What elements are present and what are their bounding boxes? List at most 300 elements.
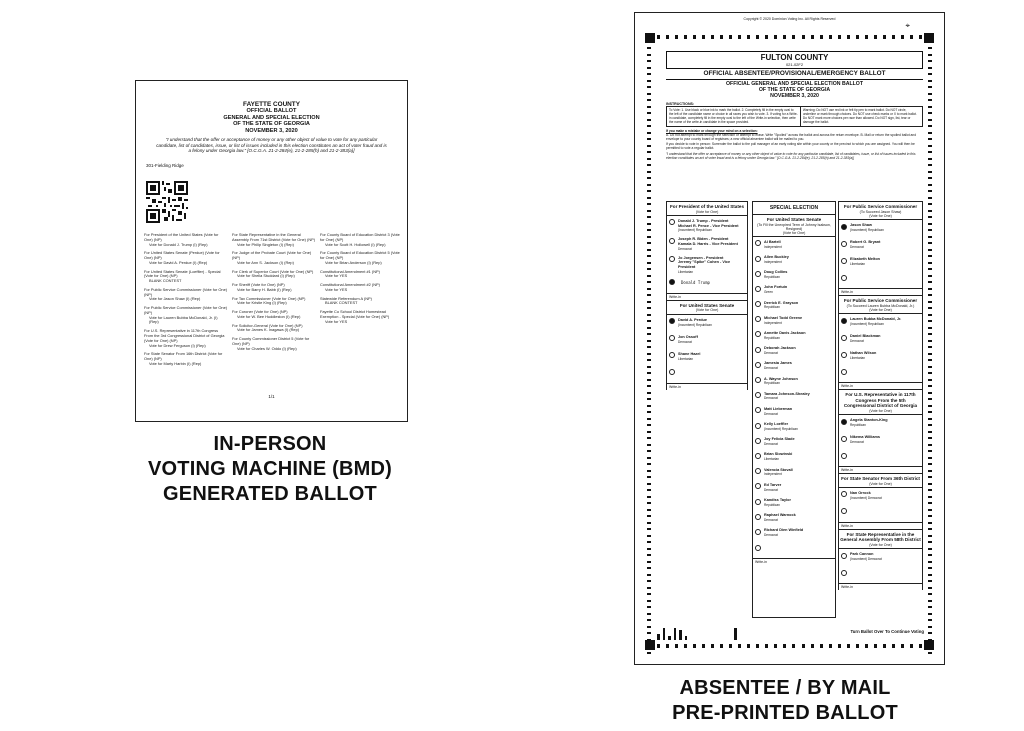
bmd-vote: Vote for YES bbox=[325, 318, 348, 324]
timing-mark bbox=[928, 47, 932, 49]
timing-mark bbox=[928, 190, 932, 192]
timing-mark bbox=[647, 125, 651, 127]
timing-mark bbox=[928, 476, 932, 478]
bmd-selection bbox=[232, 251, 316, 265]
candidate-name: Shane Hazel bbox=[678, 351, 701, 356]
timing-mark bbox=[647, 80, 651, 82]
timing-mark bbox=[928, 249, 932, 251]
bmd-vote: Vote for James K. Inagawa (I) (Rep) bbox=[237, 327, 300, 333]
timing-mark bbox=[865, 35, 868, 39]
bmd-race-title: For Coroner (Vote for One) (NP) bbox=[232, 309, 288, 315]
oval-empty-icon[interactable] bbox=[841, 369, 847, 375]
timing-mark bbox=[675, 644, 678, 648]
bmd-race-title: For United States Senate (Perdue) (Vote for One) (NP) bbox=[144, 250, 220, 261]
timing-mark bbox=[919, 35, 922, 39]
timing-mark bbox=[928, 112, 932, 114]
timing-mark bbox=[647, 522, 651, 524]
oval-filled-icon[interactable] bbox=[669, 279, 675, 285]
oval-empty-icon[interactable] bbox=[841, 275, 847, 281]
timing-mark bbox=[647, 431, 651, 433]
candidate-text bbox=[678, 335, 698, 344]
timing-mark bbox=[928, 340, 932, 342]
vote-for-one: (Vote for One) bbox=[869, 408, 892, 413]
candidate-name: Kandiss Taylor bbox=[764, 498, 791, 503]
oval-empty-icon[interactable] bbox=[755, 499, 761, 505]
candidate-row bbox=[839, 432, 922, 449]
timing-mark bbox=[928, 158, 932, 160]
timing-mark bbox=[647, 203, 651, 205]
oval-empty-icon[interactable] bbox=[669, 352, 675, 358]
timing-mark bbox=[811, 35, 814, 39]
timing-mark bbox=[647, 619, 651, 621]
candidate-text bbox=[850, 418, 888, 427]
oval-empty-icon[interactable] bbox=[841, 352, 847, 358]
timing-mark bbox=[928, 405, 932, 407]
timing-mark bbox=[647, 138, 651, 140]
timing-mark bbox=[928, 626, 932, 628]
absentee-title: OFFICIAL ABSENTEE/PROVISIONAL/EMERGENCY BALLOT bbox=[666, 69, 923, 80]
oval-empty-icon[interactable] bbox=[669, 256, 675, 262]
timing-mark bbox=[647, 242, 651, 244]
candidate-party: Independent bbox=[764, 320, 782, 325]
bmd-column-3 bbox=[320, 233, 404, 371]
timing-mark bbox=[928, 639, 932, 641]
bmd-selections bbox=[144, 233, 404, 371]
write-in-label: Write-in bbox=[667, 293, 747, 300]
timing-mark bbox=[647, 210, 651, 212]
timing-mark bbox=[928, 411, 932, 413]
timing-mark bbox=[820, 35, 823, 39]
oval-empty-icon[interactable] bbox=[669, 219, 675, 225]
candidate-name: Robert G. Bryant bbox=[850, 240, 881, 245]
candidate-text bbox=[764, 498, 791, 507]
oval-empty-icon[interactable] bbox=[841, 241, 847, 247]
barcode-bar bbox=[663, 628, 666, 640]
timing-marks-top bbox=[657, 35, 922, 39]
race-title: For State Representative in the General Assembly From 58th District bbox=[840, 531, 921, 543]
timing-mark bbox=[928, 645, 932, 647]
candidate-text bbox=[764, 437, 795, 446]
candidate-name: Al Bartell bbox=[764, 239, 781, 244]
race-header bbox=[839, 390, 922, 415]
timing-mark bbox=[711, 644, 714, 648]
timing-mark bbox=[829, 35, 832, 39]
timing-mark bbox=[928, 171, 932, 173]
bmd-vote: Vote for Brian Anderson (I) (Rep) bbox=[325, 259, 382, 265]
candidate-party: Democrat bbox=[764, 487, 778, 492]
timing-mark bbox=[892, 644, 895, 648]
candidate-text bbox=[764, 513, 796, 522]
timing-mark bbox=[820, 644, 823, 648]
bmd-selection bbox=[232, 283, 316, 293]
timing-mark bbox=[928, 359, 932, 361]
qr-code-icon bbox=[146, 181, 188, 223]
timing-mark bbox=[647, 587, 651, 589]
bmd-column-2 bbox=[232, 233, 316, 371]
timing-mark bbox=[928, 132, 932, 134]
ballot-column-right bbox=[838, 201, 923, 590]
timing-mark bbox=[756, 35, 759, 39]
bmd-vote: BLANK CONTEST bbox=[325, 300, 358, 306]
timing-mark bbox=[792, 35, 795, 39]
bmd-race-title: For Judge of the Probate Court (Vote for One) (NP) bbox=[232, 250, 312, 261]
candidate-name: Nathan Wilson bbox=[850, 351, 877, 356]
race-psc1 bbox=[838, 201, 923, 295]
bmd-selection bbox=[144, 329, 228, 348]
timing-mark bbox=[928, 379, 932, 381]
timing-mark bbox=[647, 606, 651, 608]
ballot-column-left bbox=[666, 201, 748, 390]
oval-empty-icon[interactable] bbox=[755, 483, 761, 489]
timing-mark bbox=[883, 35, 886, 39]
timing-mark bbox=[647, 463, 651, 465]
candidate-text bbox=[850, 240, 880, 249]
timing-mark bbox=[647, 359, 651, 361]
timing-mark bbox=[883, 644, 886, 648]
race-title: For State Senator From 36th District bbox=[841, 476, 920, 482]
timing-mark bbox=[647, 307, 651, 309]
candidate-row bbox=[753, 374, 835, 389]
candidate-name: Park Cannon bbox=[850, 552, 874, 557]
candidate-party: (Incumbent) Republican bbox=[850, 321, 884, 326]
timing-mark bbox=[928, 210, 932, 212]
candidate-row bbox=[753, 253, 835, 268]
bmd-race-title: For County Board of Education District 3 (Vote for One) (NP) bbox=[320, 232, 400, 242]
candidate-row bbox=[839, 254, 922, 271]
instructions-warning: Warning: Do NOT use red ink or felt tip pen to mark ballot. Do NOT circle, underline or mark through choices. Do NOT use check marks or X to mark ballot. Do NOT mark more choices per race than allowed. Do NOT sign, list, tear or damage the ballot. bbox=[802, 107, 917, 125]
oval-empty-icon[interactable] bbox=[841, 453, 847, 459]
oval-empty-icon[interactable] bbox=[755, 301, 761, 307]
write-in-label: Write-in bbox=[667, 383, 747, 390]
oval-filled-icon[interactable] bbox=[669, 318, 675, 324]
bmd-pledge: "I understand that the offer or acceptance of money or any other object of value to vote for any particular candidate, list of candidates, issue, or list of issues included in this election constitutes an act of voter fraud and is a felony under Georgia law." [O.C.G.A. 21-2-284(e), 21-2-285(h) and 21-2-383(a)] bbox=[156, 137, 387, 154]
candidate-name: Jo Jorgensen - President bbox=[678, 255, 724, 260]
candidate-row bbox=[753, 526, 835, 541]
timing-mark bbox=[928, 216, 932, 218]
oval-empty-icon[interactable] bbox=[755, 331, 761, 337]
candidate-text bbox=[764, 528, 803, 537]
oval-empty-icon[interactable] bbox=[755, 286, 761, 292]
timing-marks-left bbox=[647, 47, 651, 654]
write-in-row bbox=[667, 276, 747, 293]
candidate-text bbox=[850, 257, 880, 266]
candidate-party: (Incumbent) Democrat bbox=[850, 556, 882, 561]
candidate-party: Democrat bbox=[764, 517, 778, 522]
timing-mark bbox=[647, 112, 651, 114]
timing-mark bbox=[928, 392, 932, 394]
candidate-party: Democrat bbox=[850, 244, 864, 249]
bmd-selection bbox=[320, 283, 404, 293]
candidate-row bbox=[839, 220, 922, 237]
barcode-bar bbox=[679, 630, 682, 640]
timing-mark bbox=[928, 119, 932, 121]
write-in-label: Write-in bbox=[839, 288, 922, 295]
candidate-party: Libertarian bbox=[678, 269, 694, 274]
absentee-header bbox=[666, 51, 923, 161]
timing-mark bbox=[928, 197, 932, 199]
timing-mark bbox=[802, 644, 805, 648]
timing-mark bbox=[928, 528, 932, 530]
bmd-race-title: For Clerk of Superior Court (Vote for One) (NP) bbox=[232, 268, 314, 274]
oval-empty-icon[interactable] bbox=[755, 423, 761, 429]
bmd-vote: Vote for Ann S. Jackson (I) (Rep) bbox=[237, 259, 294, 265]
timing-mark bbox=[928, 268, 932, 270]
timing-mark bbox=[647, 177, 651, 179]
timing-mark bbox=[928, 229, 932, 231]
caption-right-line: ABSENTEE / BY MAIL bbox=[679, 677, 891, 699]
timing-mark bbox=[928, 288, 932, 290]
candidate-text bbox=[678, 256, 745, 274]
timing-mark bbox=[928, 385, 932, 387]
candidate-row bbox=[753, 313, 835, 328]
timing-mark bbox=[765, 35, 768, 39]
candidate-text bbox=[764, 346, 796, 355]
bmd-vote: Vote for Sheila Studdard (I) (Rep) bbox=[237, 273, 295, 279]
timing-mark bbox=[928, 307, 932, 309]
timing-mark bbox=[928, 619, 932, 621]
timing-mark bbox=[928, 54, 932, 56]
oval-empty-icon[interactable] bbox=[755, 362, 761, 368]
oval-empty-icon[interactable] bbox=[755, 453, 761, 459]
bmd-county: FAYETTE COUNTY bbox=[243, 101, 300, 108]
timing-mark bbox=[647, 541, 651, 543]
timing-mark bbox=[928, 333, 932, 335]
timing-mark bbox=[928, 561, 932, 563]
candidate-name: Richard Dien Winfield bbox=[764, 528, 804, 533]
timing-mark bbox=[829, 644, 832, 648]
caption-left-line: IN-PERSON bbox=[213, 433, 327, 455]
candidate-name-2: Kamala D. Harris - Vice President bbox=[678, 242, 738, 247]
timing-mark bbox=[647, 216, 651, 218]
bmd-selection bbox=[144, 306, 228, 325]
timing-mark bbox=[928, 437, 932, 439]
race-title: For Public Service Commissioner bbox=[843, 298, 918, 304]
candidate-text bbox=[764, 422, 798, 431]
timing-mark bbox=[774, 35, 777, 39]
absentee-county: FULTON COUNTY bbox=[760, 53, 829, 62]
oval-empty-icon[interactable] bbox=[755, 347, 761, 353]
timing-mark bbox=[928, 242, 932, 244]
timing-mark bbox=[901, 644, 904, 648]
candidate-name: Allen Buckley bbox=[764, 255, 789, 260]
oval-empty-icon[interactable] bbox=[755, 468, 761, 474]
timing-mark bbox=[928, 99, 932, 101]
oval-empty-icon[interactable] bbox=[755, 377, 761, 383]
bmd-selection bbox=[232, 297, 316, 307]
oval-empty-icon[interactable] bbox=[841, 570, 847, 576]
oval-empty-icon[interactable] bbox=[755, 240, 761, 246]
oval-empty-icon[interactable] bbox=[755, 514, 761, 520]
timing-mark bbox=[647, 444, 651, 446]
timing-mark bbox=[647, 418, 651, 420]
timing-mark bbox=[647, 567, 651, 569]
candidate-row bbox=[753, 405, 835, 420]
timing-mark bbox=[928, 444, 932, 446]
candidate-name: David A. Perdue bbox=[678, 317, 707, 322]
timing-mark bbox=[928, 606, 932, 608]
barcode-marks bbox=[657, 628, 737, 640]
candidate-name: Kelly Loeffler bbox=[764, 422, 789, 427]
special-election-header: SPECIAL ELECTION bbox=[753, 202, 835, 215]
timing-mark bbox=[928, 255, 932, 257]
oval-filled-icon[interactable] bbox=[841, 419, 847, 425]
oval-empty-icon[interactable] bbox=[755, 256, 761, 262]
bmd-selection bbox=[320, 310, 404, 324]
timing-mark bbox=[647, 346, 651, 348]
oval-empty-icon[interactable] bbox=[755, 438, 761, 444]
oval-empty-icon[interactable] bbox=[755, 407, 761, 413]
bmd-race-title: For Public Service Commissioner (Vote for One) (NP) bbox=[144, 305, 228, 315]
bmd-header bbox=[136, 81, 407, 134]
race-title: For President of the United States bbox=[669, 204, 745, 209]
timing-mark bbox=[928, 398, 932, 400]
write-in-row bbox=[839, 566, 922, 583]
timing-mark bbox=[747, 644, 750, 648]
bmd-selection bbox=[232, 233, 316, 247]
timing-mark bbox=[647, 574, 651, 576]
timing-mark bbox=[928, 346, 932, 348]
timing-mark bbox=[647, 548, 651, 550]
oval-empty-icon[interactable] bbox=[669, 369, 675, 375]
candidate-name: Elizabeth Melton bbox=[850, 257, 880, 262]
oval-empty-icon[interactable] bbox=[841, 258, 847, 264]
candidate-text bbox=[850, 351, 876, 360]
timing-mark bbox=[647, 184, 651, 186]
candidate-party: Republican bbox=[764, 335, 780, 340]
oval-empty-icon[interactable] bbox=[755, 316, 761, 322]
oval-empty-icon[interactable] bbox=[669, 335, 675, 341]
timing-mark bbox=[702, 644, 705, 648]
bmd-race-title: For County Board of Education District 5 (Vote for One) (NP) bbox=[320, 250, 400, 261]
timing-mark bbox=[647, 470, 651, 472]
oval-empty-icon[interactable] bbox=[755, 392, 761, 398]
race-header bbox=[839, 296, 922, 314]
timing-mark bbox=[684, 644, 687, 648]
candidate-row bbox=[839, 331, 922, 348]
bmd-selection bbox=[232, 337, 316, 351]
caption-left-line: VOTING MACHINE (BMD) bbox=[148, 458, 392, 480]
candidate-text bbox=[850, 223, 884, 232]
timing-mark bbox=[928, 236, 932, 238]
oval-filled-icon[interactable] bbox=[841, 224, 847, 230]
write-in-label: Write-in bbox=[753, 558, 835, 565]
corner-mark bbox=[924, 33, 934, 43]
timing-mark bbox=[811, 644, 814, 648]
timing-mark bbox=[647, 60, 651, 62]
absentee-county-box bbox=[666, 51, 923, 69]
timing-mark bbox=[928, 203, 932, 205]
timing-mark bbox=[647, 164, 651, 166]
race-title: For U.S. Representative in 117th Congress From the 5th Congressional District of Georgia bbox=[843, 392, 918, 409]
timing-mark bbox=[647, 197, 651, 199]
race-president bbox=[666, 201, 748, 300]
oval-empty-icon[interactable] bbox=[669, 238, 675, 244]
candidate-row bbox=[839, 237, 922, 254]
timing-mark bbox=[647, 223, 651, 225]
timing-mark bbox=[928, 262, 932, 264]
timing-mark bbox=[928, 151, 932, 153]
oval-empty-icon[interactable] bbox=[841, 436, 847, 442]
timing-mark bbox=[647, 476, 651, 478]
oval-empty-icon[interactable] bbox=[841, 335, 847, 341]
write-in-row bbox=[839, 365, 922, 382]
timing-mark bbox=[928, 600, 932, 602]
candidate-row bbox=[753, 511, 835, 526]
timing-mark bbox=[647, 366, 651, 368]
timing-mark bbox=[928, 522, 932, 524]
candidate-party: Democrat bbox=[764, 411, 778, 416]
timing-mark bbox=[928, 275, 932, 277]
timing-mark bbox=[647, 528, 651, 530]
oval-empty-icon[interactable] bbox=[841, 491, 847, 497]
candidate-row bbox=[753, 420, 835, 435]
timing-mark bbox=[647, 314, 651, 316]
oval-empty-icon[interactable] bbox=[755, 529, 761, 535]
barcode-bar bbox=[657, 634, 660, 640]
timing-mark bbox=[647, 54, 651, 56]
timing-mark bbox=[792, 644, 795, 648]
timing-mark bbox=[647, 385, 651, 387]
bmd-race-title: For U.S. Representative in 117th Congress From the 3rd Congressional District of Georgia (Vote for One) (NP) bbox=[144, 328, 225, 343]
timing-mark bbox=[647, 320, 651, 322]
candidate-row bbox=[667, 349, 747, 366]
candidate-row bbox=[753, 465, 835, 480]
candidate-text bbox=[764, 361, 792, 370]
candidate-text bbox=[850, 552, 882, 561]
candidate-row bbox=[667, 253, 747, 276]
write-in-handwriting: Donald Trump bbox=[681, 279, 710, 285]
candidate-row bbox=[753, 329, 835, 344]
write-in-row bbox=[839, 505, 922, 522]
bmd-date: NOVEMBER 3, 2020 bbox=[245, 127, 298, 134]
race-header bbox=[839, 530, 922, 549]
candidate-party: Democrat bbox=[678, 339, 692, 344]
candidate-party: Democrat bbox=[678, 246, 692, 251]
candidate-text bbox=[764, 301, 798, 310]
oval-empty-icon[interactable] bbox=[841, 553, 847, 559]
absentee-ballot bbox=[634, 12, 945, 665]
bmd-vote: Vote for Scott H. Hollowell (I) (Rep) bbox=[325, 241, 386, 247]
candidate-text bbox=[764, 331, 806, 340]
oval-empty-icon[interactable] bbox=[755, 545, 761, 551]
mistake-note bbox=[666, 129, 923, 161]
candidate-party: (Incumbent) Republican bbox=[764, 426, 798, 431]
timing-mark bbox=[928, 450, 932, 452]
oval-empty-icon[interactable] bbox=[755, 271, 761, 277]
candidate-party: Libertarian bbox=[850, 261, 866, 266]
bmd-selection bbox=[144, 352, 228, 366]
timing-mark bbox=[647, 626, 651, 628]
candidate-row bbox=[839, 415, 922, 432]
oval-empty-icon[interactable] bbox=[841, 508, 847, 514]
bmd-vote: Vote for Kristie King (I) (Rep) bbox=[237, 300, 287, 306]
bmd-vote: BLANK CONTEST bbox=[149, 278, 182, 284]
candidate-party: Democrat bbox=[764, 396, 778, 401]
timing-mark bbox=[910, 644, 913, 648]
candidate-row bbox=[839, 549, 922, 566]
race-srep bbox=[838, 529, 923, 590]
timing-mark bbox=[910, 35, 913, 39]
timing-mark bbox=[928, 554, 932, 556]
timing-mark bbox=[647, 275, 651, 277]
timing-mark bbox=[928, 353, 932, 355]
timing-mark bbox=[928, 587, 932, 589]
oval-filled-icon[interactable] bbox=[841, 318, 847, 324]
candidate-row bbox=[667, 234, 747, 252]
timing-mark bbox=[738, 35, 741, 39]
candidate-text bbox=[764, 240, 782, 249]
vote-for-one: (Vote for One) bbox=[869, 481, 892, 486]
